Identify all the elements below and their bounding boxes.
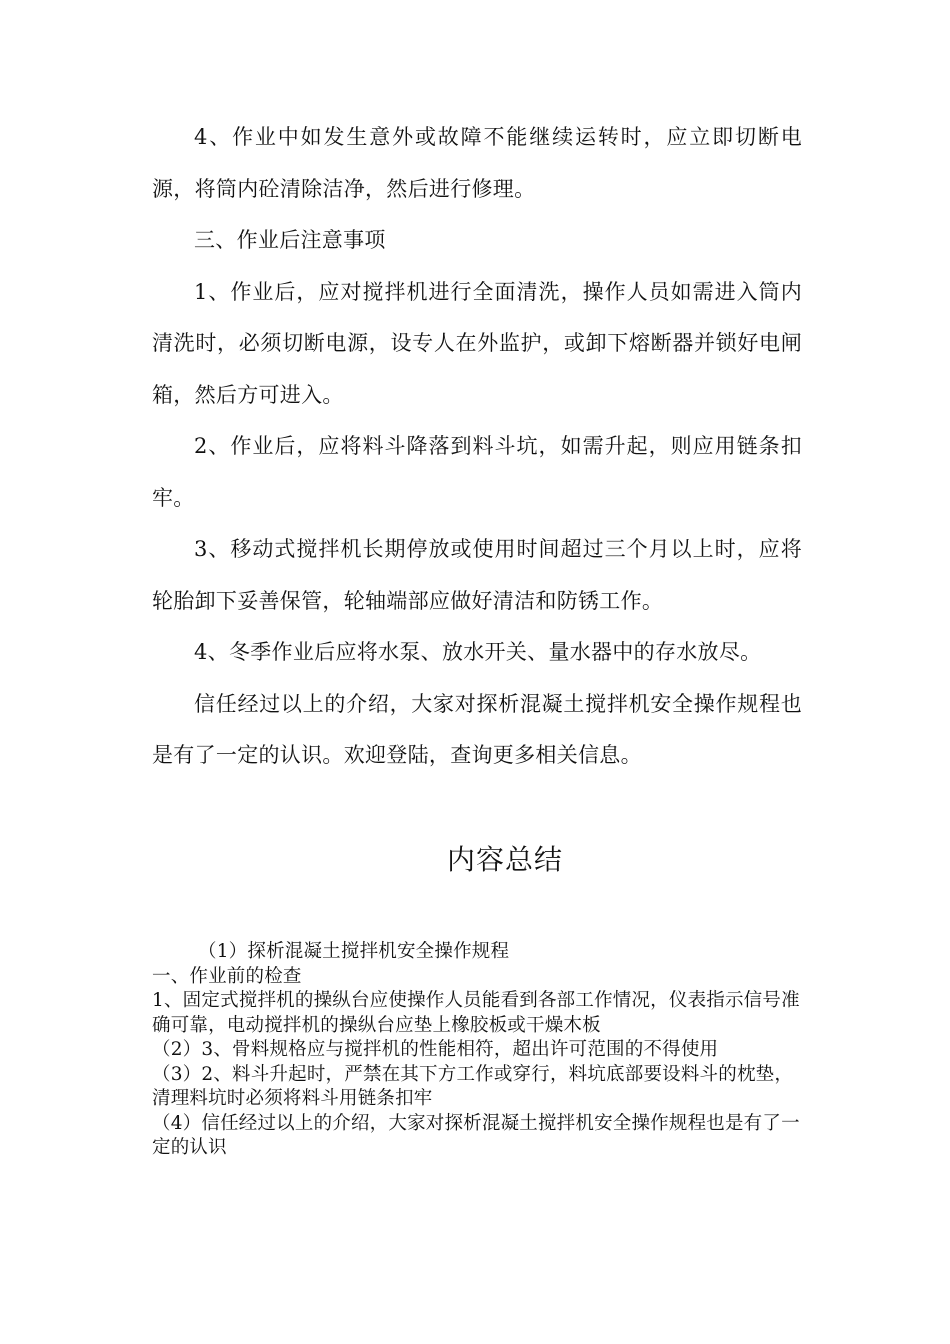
paragraph-winter: 4、冬季作业后应将水泵、放水开关、量水器中的存水放尽。 xyxy=(194,640,762,664)
paragraph-conclusion: 信任经过以上的介绍，大家对探析混凝土搅拌机安全操作规程也是有了一定的认识。欢迎登陆，查询更多相关信息。 xyxy=(152,691,802,767)
summary-line: （4）信任经过以上的介绍，大家对探析混凝土搅拌机安全操作规程也是有了一定的认识 xyxy=(152,1112,800,1158)
paragraph-hopper: 2、作业后，应将料斗降落到料斗坑，如需升起，则应用链条扣牢。 xyxy=(152,434,802,510)
summary-section xyxy=(152,940,802,1161)
section-heading-after-work: 三、作业后注意事项 xyxy=(194,228,386,252)
body-text xyxy=(152,112,802,782)
summary-line: （1）探析混凝土搅拌机安全操作规程 xyxy=(198,941,510,962)
paragraph-cleaning: 1、作业后，应对搅拌机进行全面清洗，操作人员如需进入筒内清洗时，必须切断电源，设专人在外监护，或卸下熔断器并锁好电闸箱，然后方可进入。 xyxy=(152,279,802,407)
summary-line: （2）3、骨料规格应与搅拌机的性能相符，超出许可范围的不得使用 xyxy=(152,1039,719,1060)
paragraph-storage: 3、移动式搅拌机长期停放或使用时间超过三个月以上时，应将轮胎卸下妥善保管，轮轴端部应做好清洁和防锈工作。 xyxy=(152,537,802,613)
paragraph-operation-fault: 4、作业中如发生意外或故障不能继续运转时，应立即切断电源，将筒内砼清除洁净，然后进行修理。 xyxy=(152,125,802,201)
summary-line: 一、作业前的检查 xyxy=(152,965,302,987)
summary-title: 内容总结 xyxy=(446,843,563,876)
summary-line: （3）2、料斗升起时，严禁在其下方工作或穿行，料坑底部要设料斗的枕垫，清理料坑时必须将料斗用链条扣牢 xyxy=(152,1063,794,1109)
summary-line: 1、固定式搅拌机的操纵台应使操作人员能看到各部工作情况，仪表指示信号准确可靠，电动搅拌机的操纵台应垫上橡胶板或干燥木板 xyxy=(152,990,800,1036)
